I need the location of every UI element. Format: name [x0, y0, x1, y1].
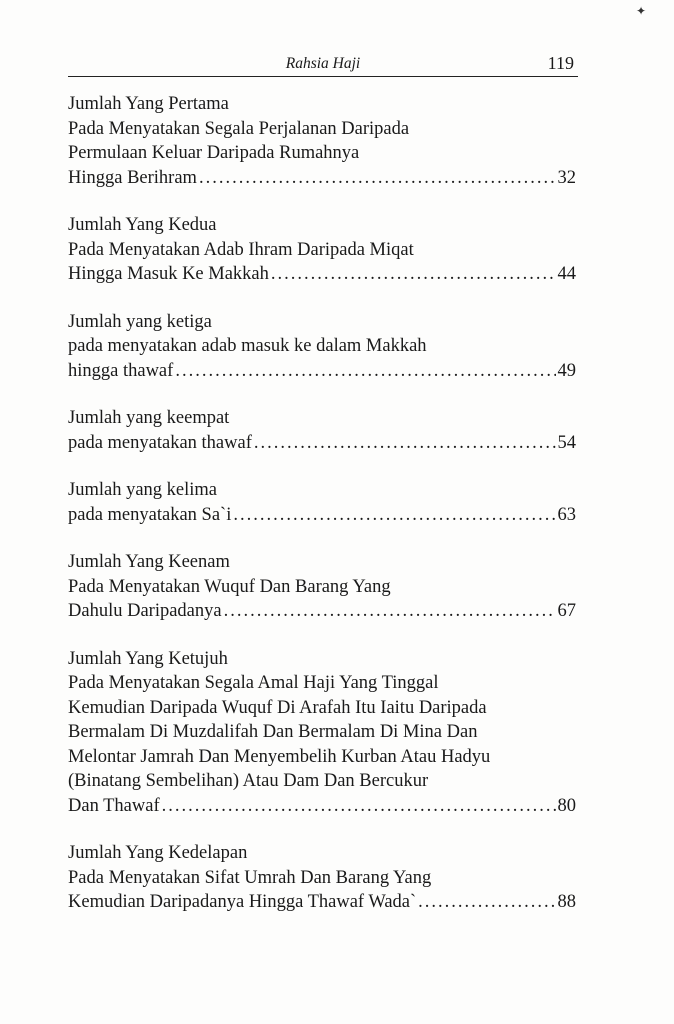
- toc-entry-heading: Jumlah Yang Kedelapan: [68, 843, 248, 863]
- toc-entry-final-line: [68, 890, 576, 915]
- toc-entry-heading: Jumlah Yang Ketujuh: [68, 648, 228, 669]
- toc-entry-line: Pada Menyatakan Segala Amal Haji Yang Tinggal: [68, 673, 439, 693]
- toc-entry-heading: Jumlah Yang Keenam: [68, 552, 230, 572]
- toc-entry: [68, 213, 576, 287]
- toc-entry: [68, 841, 576, 915]
- toc-entry-page-number: 63: [557, 504, 576, 525]
- toc-entry-line: Pada Menyatakan Adab Ihram Daripada Miqat: [68, 239, 414, 260]
- table-of-contents: [68, 92, 576, 938]
- toc-entry-page-number: 80: [557, 795, 576, 816]
- toc-entry: [68, 647, 576, 819]
- toc-entry-line: Pada Menyatakan Sifat Umrah Dan Barang Yang: [68, 867, 432, 888]
- toc-entry-line: Melontar Jamrah Dan Menyembelih Kurban Atau Hadyu: [68, 746, 491, 767]
- toc-entry-line: pada menyatakan thawaf: [68, 432, 252, 453]
- toc-entry-page-number: 67: [557, 601, 576, 621]
- toc-entry-line: pada menyatakan adab masuk ke dalam Makkah: [68, 336, 427, 356]
- toc-entry-line: Dahulu Daripadanya: [68, 601, 222, 621]
- toc-entry-final-line: [68, 599, 576, 624]
- toc-entry-heading: Jumlah Yang Pertama: [68, 94, 229, 114]
- dot-leader: [162, 794, 556, 819]
- dot-leader: [175, 359, 555, 384]
- toc-entry-page-number: 49: [557, 360, 576, 381]
- toc-entry-page-number: 44: [557, 264, 576, 284]
- toc-entry-final-line: [68, 431, 576, 456]
- toc-entry: [68, 92, 576, 190]
- toc-entry-final-line: [68, 262, 576, 287]
- corner-mark: ✦: [635, 4, 646, 18]
- toc-entry-page-number: 32: [557, 167, 576, 188]
- running-title: Rahsia Haji: [285, 55, 361, 72]
- dot-leader: [254, 431, 556, 456]
- toc-entry-heading: Jumlah yang keempat: [68, 408, 230, 428]
- toc-entry-page-number: 88: [557, 892, 576, 912]
- toc-entry-line: (Binatang Sembelihan) Atau Dam Dan Bercukur: [68, 771, 429, 791]
- toc-entry-line: Pada Menyatakan Wuquf Dan Barang Yang: [68, 576, 391, 597]
- dot-leader: [199, 166, 556, 191]
- toc-entry: [68, 478, 576, 527]
- toc-entry-page-number: 54: [557, 432, 576, 453]
- toc-entry-line: Hingga Berihram: [68, 167, 197, 188]
- toc-entry-line: Dan Thawaf: [68, 795, 160, 816]
- toc-entry-line: Permulaan Keluar Daripada Rumahnya: [68, 143, 360, 163]
- toc-entry-final-line: [68, 794, 576, 819]
- toc-entry: [68, 406, 576, 455]
- toc-entry-line: Kemudian Daripada Wuquf Di Arafah Itu Iaitu Daripada: [68, 697, 487, 718]
- toc-entry: [68, 310, 576, 384]
- toc-entry-line: Bermalam Di Muzdalifah Dan Bermalam Di Mina Dan: [68, 722, 478, 742]
- toc-entry-final-line: [68, 359, 576, 384]
- toc-entry-line: Kemudian Daripadanya Hingga Thawaf Wada`: [68, 892, 417, 912]
- dot-leader: [233, 503, 555, 528]
- dot-leader: [224, 599, 556, 624]
- toc-entry: [68, 550, 576, 624]
- dot-leader: [418, 890, 555, 915]
- toc-entry-heading: Jumlah Yang Kedua: [68, 215, 217, 235]
- toc-entry-final-line: [68, 503, 576, 528]
- dot-leader: [271, 262, 556, 287]
- toc-entry-line: pada menyatakan Sa`i: [68, 504, 232, 525]
- running-header: [68, 50, 578, 77]
- toc-entry-final-line: [68, 166, 576, 191]
- toc-entry-heading: Jumlah yang kelima: [68, 480, 217, 500]
- toc-entry-heading: Jumlah yang ketiga: [68, 311, 212, 332]
- toc-entry-line: Pada Menyatakan Segala Perjalanan Daripada: [68, 118, 410, 139]
- page-number: 119: [547, 53, 574, 73]
- toc-entry-line: hingga thawaf: [68, 360, 174, 381]
- toc-entry-line: Hingga Masuk Ke Makkah: [68, 264, 269, 284]
